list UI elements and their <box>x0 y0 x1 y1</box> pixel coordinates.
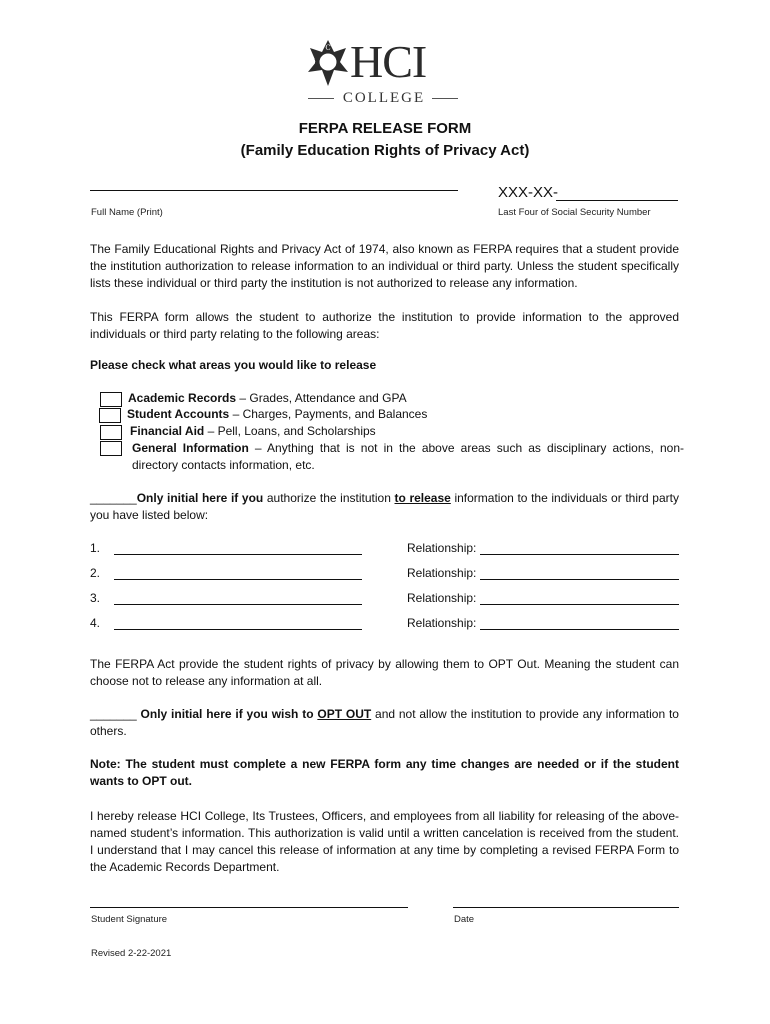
area-academic-records <box>128 391 407 405</box>
recipient-number: 3. <box>90 591 101 605</box>
ferpa-intro-paragraph: The Family Educational Rights and Privacy Act of 1974, also known as FERPA requires that a student provide the institution authorization to release information to an individual or third party. Unless the student specifically lists these individual or third party the institution is not authorized to release any information. <box>90 242 679 290</box>
recipient-relationship-label: Relationship: <box>407 591 477 605</box>
area-title: General Information <box>132 441 249 455</box>
ssn-last-four-field[interactable] <box>556 200 678 201</box>
recipient-4-relationship-field[interactable] <box>480 629 679 630</box>
area-title: Financial Aid <box>130 424 205 438</box>
form-subtitle: (Family Education Rights of Privacy Act) <box>240 142 530 159</box>
student-signature-field[interactable] <box>90 907 408 908</box>
financial-aid-checkbox[interactable] <box>100 425 122 440</box>
recipient-2-relationship-field[interactable] <box>480 579 679 580</box>
form-title: FERPA RELEASE FORM <box>298 120 472 137</box>
recipient-number: 4. <box>90 616 101 630</box>
date-label: Date <box>454 914 475 925</box>
release-initial-blank[interactable]: _______ <box>90 491 137 505</box>
maltese-cross-emblem-icon <box>306 38 350 88</box>
student-accounts-checkbox[interactable] <box>99 408 121 423</box>
area-general-information <box>132 440 684 474</box>
area-title: Student Accounts <box>127 407 230 421</box>
ssn-label: Last Four of Social Security Number <box>498 207 651 218</box>
full-name-label: Full Name (Print) <box>91 207 163 218</box>
logo-name: HCI <box>350 36 427 87</box>
area-desc: – Anything that is not in the above areas such as disciplinary actions, non-directory contacts information, etc. <box>132 441 684 472</box>
emblem-letter-i: I <box>337 59 341 67</box>
recipient-relationship-label: Relationship: <box>407 541 477 555</box>
release-initial-statement: _______Only initial here if you authorize the institution to release information to the individuals or third party you have listed below: <box>90 491 679 522</box>
recipient-1-name-field[interactable] <box>114 554 362 555</box>
areas-heading: Please check what areas you would like to release <box>90 358 377 372</box>
recipient-number: 1. <box>90 541 101 555</box>
recipient-2-name-field[interactable] <box>114 579 362 580</box>
opt-out-initial-statement: _______ Only initial here if you wish to OPT OUT and not allow the institution to provide any information to others. <box>90 707 679 738</box>
hci-college-logo <box>304 36 460 110</box>
recipient-1-relationship-field[interactable] <box>480 554 679 555</box>
student-signature-label: Student Signature <box>91 914 168 925</box>
ferpa-form-purpose-paragraph: This FERPA form allows the student to authorize the institution to provide information to the approved individuals or third party relating to the following areas: <box>90 310 679 341</box>
general-information-checkbox[interactable] <box>100 441 122 456</box>
area-desc: – Charges, Payments, and Balances <box>229 407 428 421</box>
opt-out-paragraph: The FERPA Act provide the student rights of privacy by allowing them to OPT Out. Meaning the student can choose not to release any information at all. <box>90 657 679 688</box>
ssn-prefix: XXX-XX- <box>498 184 559 201</box>
recipient-3-name-field[interactable] <box>114 604 362 605</box>
emblem-letter-h: H <box>313 59 321 67</box>
area-student-accounts <box>127 407 427 421</box>
opt-out-initial-blank[interactable]: _______ <box>90 707 137 721</box>
recipient-4-name-field[interactable] <box>114 629 362 630</box>
logo-subtitle: COLLEGE <box>342 90 426 106</box>
area-desc: – Pell, Loans, and Scholarships <box>204 424 376 438</box>
area-title: Academic Records <box>128 391 237 405</box>
academic-records-checkbox[interactable] <box>100 392 122 407</box>
full-name-field[interactable] <box>90 190 458 191</box>
revision-date: Revised 2-22-2021 <box>91 948 172 959</box>
recipient-3-relationship-field[interactable] <box>480 604 679 605</box>
recipient-relationship-label: Relationship: <box>407 566 477 580</box>
date-field[interactable] <box>453 907 679 908</box>
emblem-letter-c: C <box>325 44 331 52</box>
area-financial-aid <box>130 424 376 438</box>
recipient-number: 2. <box>90 566 101 580</box>
area-desc: – Grades, Attendance and GPA <box>236 391 407 405</box>
recipient-relationship-label: Relationship: <box>407 616 477 630</box>
liability-release-paragraph: I hereby release HCI College, Its Trustees, Officers, and employees from all liability for releasing of the above-named student’s information. This authorization is valid until a written cancelation is received from the student. I understand that I may cancel this release of information at any time by completing a revised FERPA Form to the Academic Records Department. <box>90 809 679 874</box>
note-paragraph: Note: The student must complete a new FERPA form any time changes are needed or if the student wants to OPT out. <box>90 757 679 788</box>
